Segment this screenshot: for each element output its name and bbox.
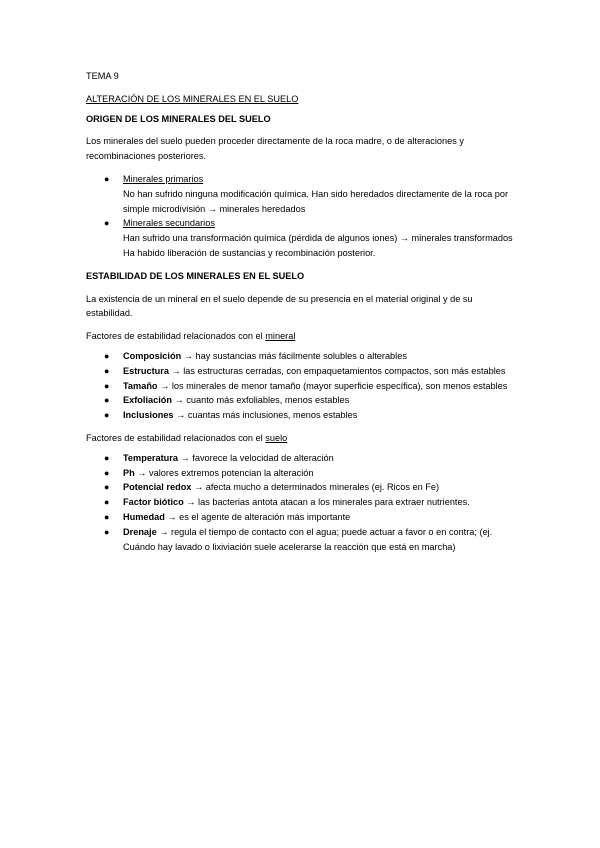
list-item-text: Han sufrido una transformación química (pérdida de algunos iones) → minerales transformados xyxy=(123,233,513,244)
factor-text: → los minerales de menor tamaño (mayor superficie específica), son menos estables xyxy=(157,380,508,391)
bullet-icon: ● xyxy=(104,497,110,508)
factor-term: Factor biótico xyxy=(123,497,184,508)
list-item xyxy=(86,172,516,216)
factor-text: → favorece la velocidad de alteración xyxy=(177,452,334,463)
suelo-factors-list xyxy=(86,451,516,555)
factor-term: Humedad xyxy=(123,511,165,522)
factor-term: Temperatura xyxy=(123,452,178,463)
bullet-icon: ● xyxy=(104,173,110,184)
bullet-icon: ● xyxy=(104,218,110,229)
intro-text: Factores de estabilidad relacionados con el xyxy=(86,432,266,443)
bullet-icon: ● xyxy=(104,350,110,361)
section-paragraph-origen: Los minerales del suelo pueden proceder directamente de la roca madre, o de alteraciones y recombinaciones posteriores. xyxy=(86,136,464,162)
bullet-icon: ● xyxy=(104,380,110,391)
list-item xyxy=(86,408,516,423)
section-heading-origen: ORIGEN DE LOS MINERALES DEL SUELO xyxy=(86,113,271,124)
mineral-factors-list xyxy=(86,349,516,423)
factor-text: → regula el tiempo de contacto con el agua; puede actuar a favor o en contra; (ej. Cuándo hay lavado o lixiviación suele acelerarse la reacción que está en marcha) xyxy=(123,526,493,552)
factor-term: Composición xyxy=(123,350,182,361)
list-item-text: No han sufrido ninguna modificación química. Han sido heredados directamente de la roca por simple microdivisión → minerales heredados xyxy=(123,188,509,214)
bullet-icon: ● xyxy=(104,482,110,493)
list-item xyxy=(86,495,516,510)
list-item xyxy=(86,364,516,379)
intro-keyword: suelo xyxy=(265,432,288,443)
bullet-icon: ● xyxy=(104,511,110,522)
factor-term: Drenaje xyxy=(123,526,157,537)
list-item-label: Minerales secundarios xyxy=(123,218,215,229)
list-item xyxy=(86,466,516,481)
list-item xyxy=(86,451,516,466)
mineral-factors-intro xyxy=(86,329,516,344)
factor-text: → cuanto más exfoliables, menos estables xyxy=(172,395,350,406)
list-item-label: Minerales primarios xyxy=(123,173,204,184)
factor-term: Estructura xyxy=(123,365,169,376)
factor-term: Potencial redox xyxy=(123,482,192,493)
bullet-icon: ● xyxy=(104,395,110,406)
factor-term: Ph xyxy=(123,467,135,478)
mineral-types-list xyxy=(86,172,516,261)
factor-text: → es el agente de alteración más importante xyxy=(164,511,351,522)
list-item xyxy=(86,510,516,525)
bullet-icon: ● xyxy=(104,452,110,463)
section-paragraph-estabilidad: La existencia de un mineral en el suelo depende de su presencia en el material original y de su estabilidad. xyxy=(86,293,473,319)
suelo-factors-intro xyxy=(86,431,516,446)
list-item xyxy=(86,349,516,364)
factor-text: → las bacterias antota atacan a los minerales para extraer nutrientes. xyxy=(183,497,470,508)
list-item xyxy=(86,525,516,555)
list-item xyxy=(86,216,516,260)
intro-text: Factores de estabilidad relacionados con el xyxy=(86,331,266,342)
factor-text: → las estructuras cerradas, con empaquetamientos compactos, son más estables xyxy=(168,365,506,376)
list-item xyxy=(86,393,516,408)
bullet-icon: ● xyxy=(104,467,110,478)
factor-text: → afecta mucho a determinados minerales (ej. Ricos en Fe) xyxy=(191,482,440,493)
factor-text: → cuantas más inclusiones, menos estables xyxy=(173,410,358,421)
factor-text: → valores extremos potencian la alteración xyxy=(134,467,314,478)
document-page xyxy=(86,69,516,554)
factor-term: Inclusiones xyxy=(123,410,174,421)
list-item-text: Ha habido liberación de sustancias y recombinación posterior. xyxy=(123,247,376,258)
bullet-icon: ● xyxy=(104,365,110,376)
intro-keyword: mineral xyxy=(265,331,296,342)
factor-term: Exfoliación xyxy=(123,395,173,406)
list-item xyxy=(86,379,516,394)
factor-term: Tamaño xyxy=(123,380,158,391)
factor-text: → hay sustancias más fácilmente solubles o alterables xyxy=(181,350,407,361)
topic-number: TEMA 9 xyxy=(86,71,119,81)
section-heading-estabilidad: ESTABILIDAD DE LOS MINERALES EN EL SUELO xyxy=(86,270,305,281)
bullet-icon: ● xyxy=(104,526,110,537)
document-title: ALTERACIÓN DE LOS MINERALES EN EL SUELO xyxy=(86,93,299,104)
bullet-icon: ● xyxy=(104,410,110,421)
list-item xyxy=(86,480,516,495)
